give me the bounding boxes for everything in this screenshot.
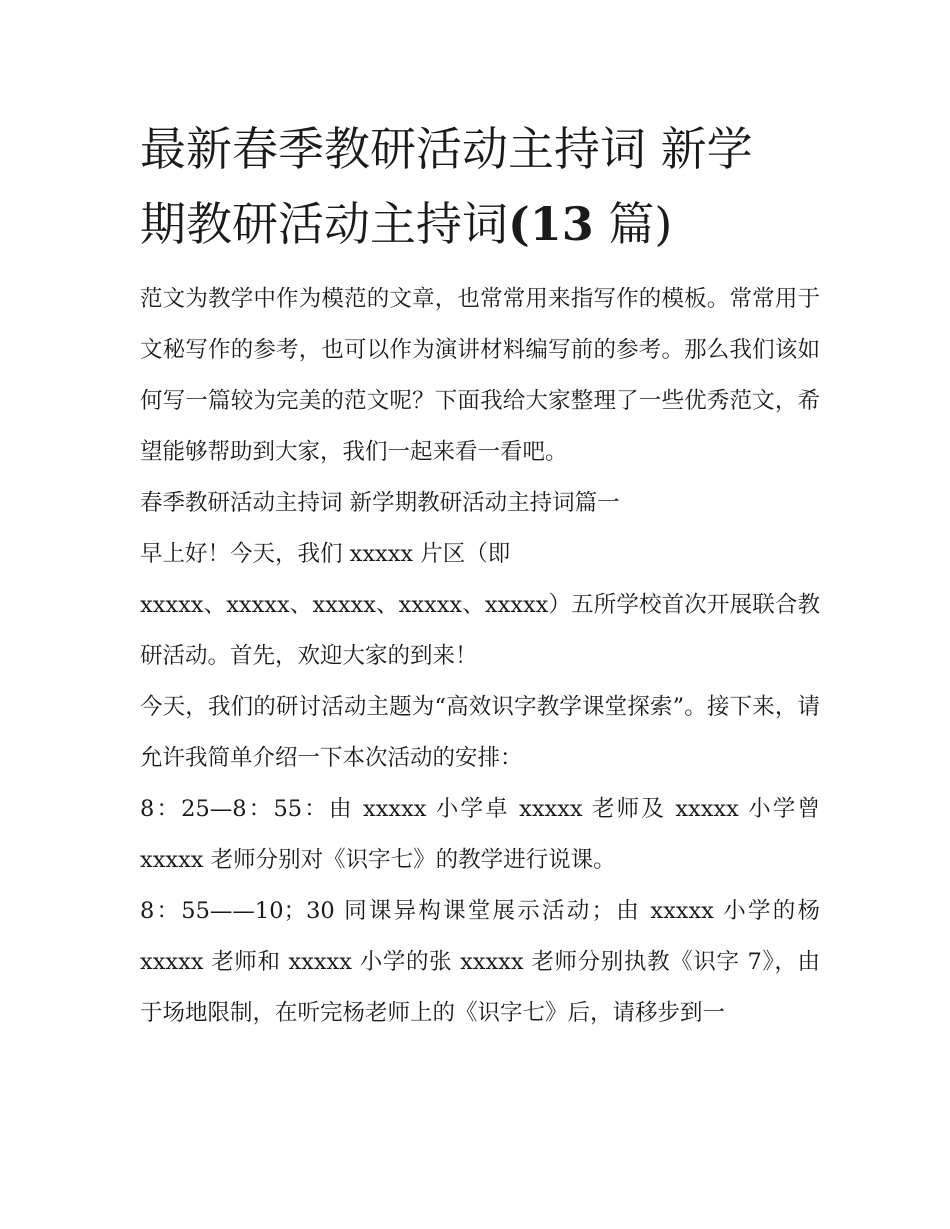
document-body (140, 274, 820, 1039)
schedule-item-1: 8：25—8：55：由 xxxxx 小学卓 xxxxx 老师及 xxxxx 小学曾 xxxxx 老师分别对《识字七》的教学进行说课。 (140, 796, 820, 873)
title-count: (13 (508, 197, 594, 251)
theme-paragraph: 今天，我们的研讨活动主题为“高效识字教学课堂探索”。接下来，请允许我简单介绍一下本次活动的安排： (140, 694, 820, 771)
intro-paragraph: 范文为教学中作为模范的文章，也常常用来指写作的模板。常常用于文秘写作的参考，也可以作为演讲材料编写前的参考。那么我们该如何写一篇较为完美的范文呢？下面我给大家整理了一些优秀范文，希望能够帮助到大家，我们一起来看一看吧。 (140, 286, 820, 465)
title-line-1: 最新春季教研活动主持词 新学 (140, 122, 753, 176)
title-line-2: 期教研活动主持词 (140, 197, 508, 251)
greeting-paragraph: 早上好！今天，我们 xxxxx 片区（即 (140, 541, 511, 567)
document-title (140, 112, 820, 262)
title-suffix: 篇) (593, 197, 673, 251)
section-heading: 春季教研活动主持词 新学期教研活动主持词篇一 (140, 490, 620, 516)
schools-paragraph: xxxxx、xxxxx、xxxxx、xxxxx、xxxxx）五所学校首次开展联合教研活动。首先，欢迎大家的到来！ (140, 592, 820, 669)
schedule-item-2: 8：55——10；30 同课异构课堂展示活动；由 xxxxx 小学的杨 xxxxx 老师和 xxxxx 小学的张 xxxxx 老师分别执教《识字 7》，由于场地限制，在听完杨老师上的《识字七》后，请移步到一 (140, 898, 820, 1026)
